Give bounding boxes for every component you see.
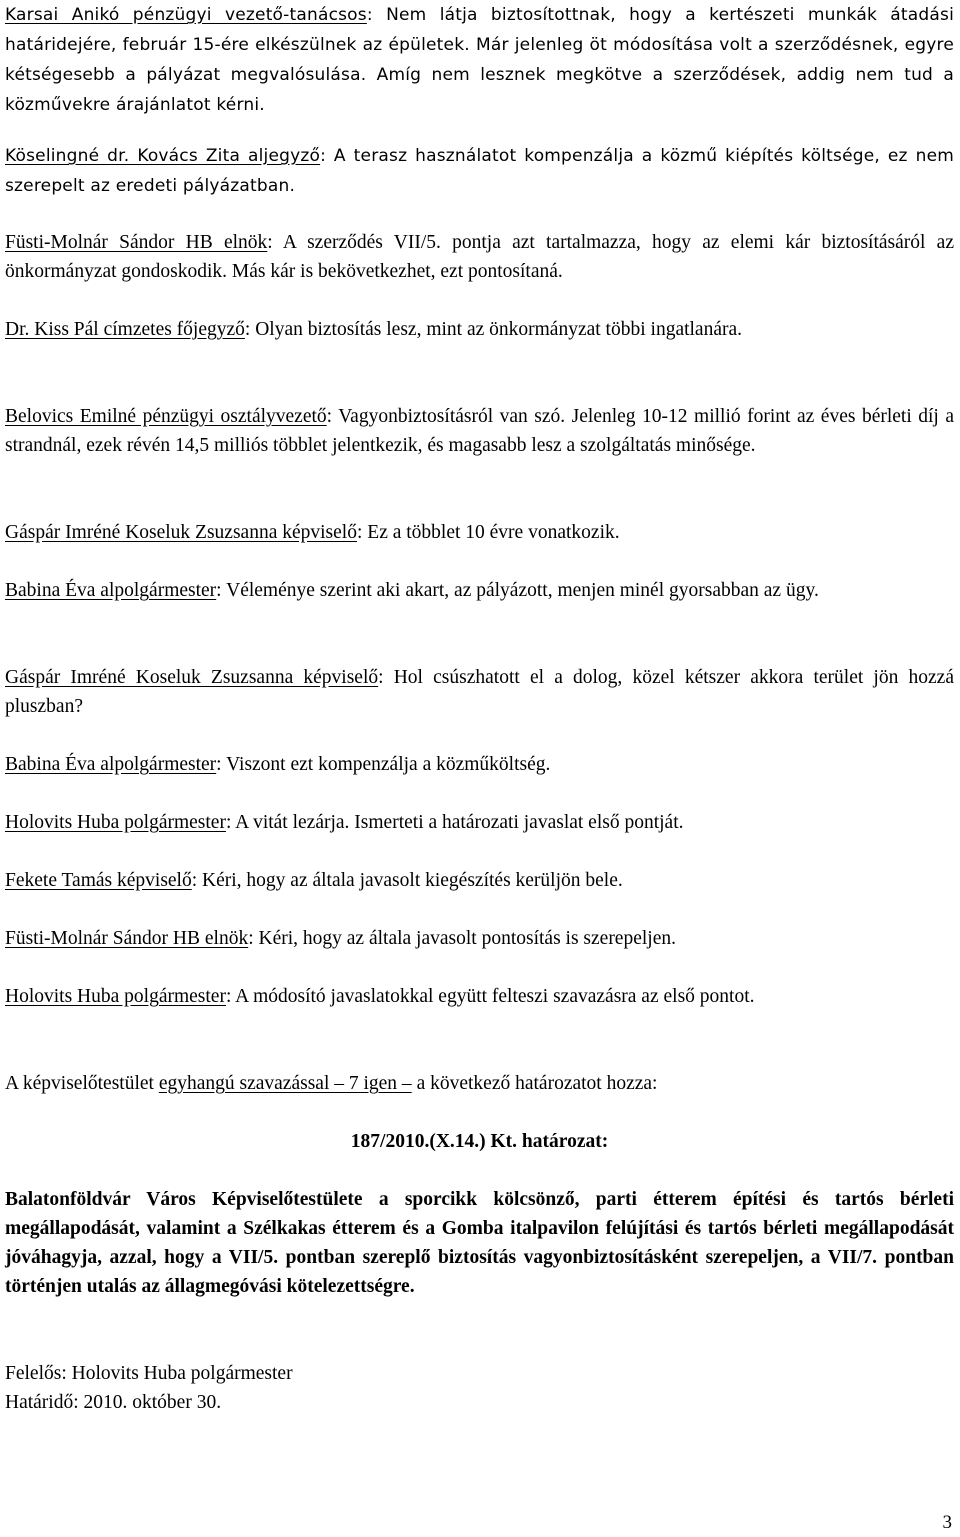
- page-number: 3: [942, 1512, 952, 1533]
- minutes-paragraph-4: [5, 315, 954, 344]
- minutes-paragraph-10: [5, 808, 954, 837]
- speaker-name: Karsai Anikó pénzügyi vezető-tanácsos: [5, 5, 367, 25]
- statement-text: : A vitát lezárja. Ismerteti a határozati javaslat első pontját.: [225, 812, 684, 833]
- speaker-name: Füsti-Molnár Sándor HB elnök: [5, 232, 268, 253]
- minutes-paragraph-5: [5, 402, 954, 460]
- vote-result: egyhangú szavazással – 7 igen –: [158, 1073, 412, 1094]
- statement-text: : Véleménye szerint aki akart, az pályázott, menjen minél gyorsabban az ügy.: [216, 580, 819, 601]
- statement-text: : Olyan biztosítás lesz, mint az önkormányzat többi ingatlanára.: [244, 319, 743, 340]
- minutes-paragraph-7: [5, 576, 954, 605]
- speaker-name: Köselingné dr. Kovács Zita aljegyző: [5, 146, 321, 166]
- statement-text: : Ez a többlet 10 évre vonatkozik.: [356, 522, 620, 543]
- statement-text: : Kéri, hogy az általa javasolt kiegészítés kerüljön bele.: [191, 870, 623, 891]
- statement-text: : Nem látja biztosítottnak, hogy a kertészeti munkák átadási határidejére, február 15-ére elkészülnek az épületek. Már jelenleg öt módosítása volt a szerződésnek, egyre kétségesebb a pályázat megvalósulása. Amíg nem lesznek megkötve a szerződések, addig nem tud a közművekre árajánlatot kérni.: [5, 5, 954, 115]
- resolution-title: 187/2010.(X.14.) Kt. határozat:: [350, 1131, 609, 1152]
- minutes-paragraph-13: [5, 982, 954, 1011]
- minutes-paragraph-11: [5, 866, 954, 895]
- resolution-body: Balatonföldvár Város Képviselőtestülete a sporcikk kölcsönző, parti étterem építési és tartós bérleti megállapodását, valamint a Szélkakas étterem és a Gomba italpavilon felújítási és tartós bérleti megállapodását jóváhagyja, azzal, hogy a VII/5. pontban szereplő biztosítás vagyonbiztosításként szerepeljen, a VII/7. pontban történjen utalás az állagmegóvási kötelezettségre.: [5, 1189, 954, 1297]
- speaker-name: Holovits Huba polgármester: [5, 986, 226, 1007]
- minutes-paragraph-3: [5, 228, 954, 286]
- speaker-name: Dr. Kiss Pál címzetes főjegyző: [5, 319, 245, 340]
- vote-intro: A képviselőtestület: [5, 1073, 159, 1094]
- statement-text: : A módosító javaslatokkal együtt felteszi szavazásra az első pontot.: [225, 986, 755, 1007]
- minutes-paragraph-9: [5, 750, 954, 779]
- speaker-name: Füsti-Molnár Sándor HB elnök: [5, 928, 249, 949]
- vote-paragraph: [5, 1069, 954, 1098]
- statement-text: : Vagyonbiztosításról van szó. Jelenleg 10-12 millió forint az éves bérleti díj a strandnál, ezek révén 14,5 milliós többlet jelentkezik, és magasabb lesz a szolgáltatás minősége.: [5, 406, 954, 456]
- speaker-name: Belovics Emilné pénzügyi osztályvezető: [5, 406, 327, 427]
- statement-text: : A terasz használatot kompenzálja a közmű kiépítés költsége, ez nem szerepelt az eredeti pályázatban.: [5, 146, 954, 196]
- vote-outro: a következő határozatot hozza:: [411, 1073, 658, 1094]
- speaker-name: Babina Éva alpolgármester: [5, 754, 217, 775]
- speaker-name: Babina Éva alpolgármester: [5, 580, 217, 601]
- speaker-name: Holovits Huba polgármester: [5, 812, 226, 833]
- statement-text: : Kéri, hogy az általa javasolt pontosítás is szerepeljen.: [248, 928, 676, 949]
- responsible-line: Felelős: Holovits Huba polgármester: [5, 1363, 293, 1384]
- speaker-name: Gáspár Imréné Koseluk Zsuzsanna képviselő: [5, 667, 379, 688]
- statement-text: : A szerződés VII/5. pontja azt tartalmazza, hogy az elemi kár biztosításáról az önkormányzat gondoskodik. Más kár is bekövetkezhet, ezt pontosítaná.: [5, 232, 954, 282]
- speaker-name: Gáspár Imréné Koseluk Zsuzsanna képviselő: [5, 522, 357, 543]
- statement-text: : Hol csúszhatott el a dolog, közel kétszer akkora terület jön hozzá pluszban?: [5, 667, 954, 717]
- minutes-paragraph-6: [5, 518, 954, 547]
- minutes-paragraph-12: [5, 924, 954, 953]
- deadline-line: Határidő: 2010. október 30.: [5, 1392, 222, 1413]
- statement-text: : Viszont ezt kompenzálja a közműköltség.: [216, 754, 551, 775]
- minutes-paragraph-1: [5, 0, 954, 120]
- minutes-paragraph-8: [5, 663, 954, 721]
- speaker-name: Fekete Tamás képviselő: [5, 870, 192, 891]
- minutes-paragraph-2: [5, 141, 954, 201]
